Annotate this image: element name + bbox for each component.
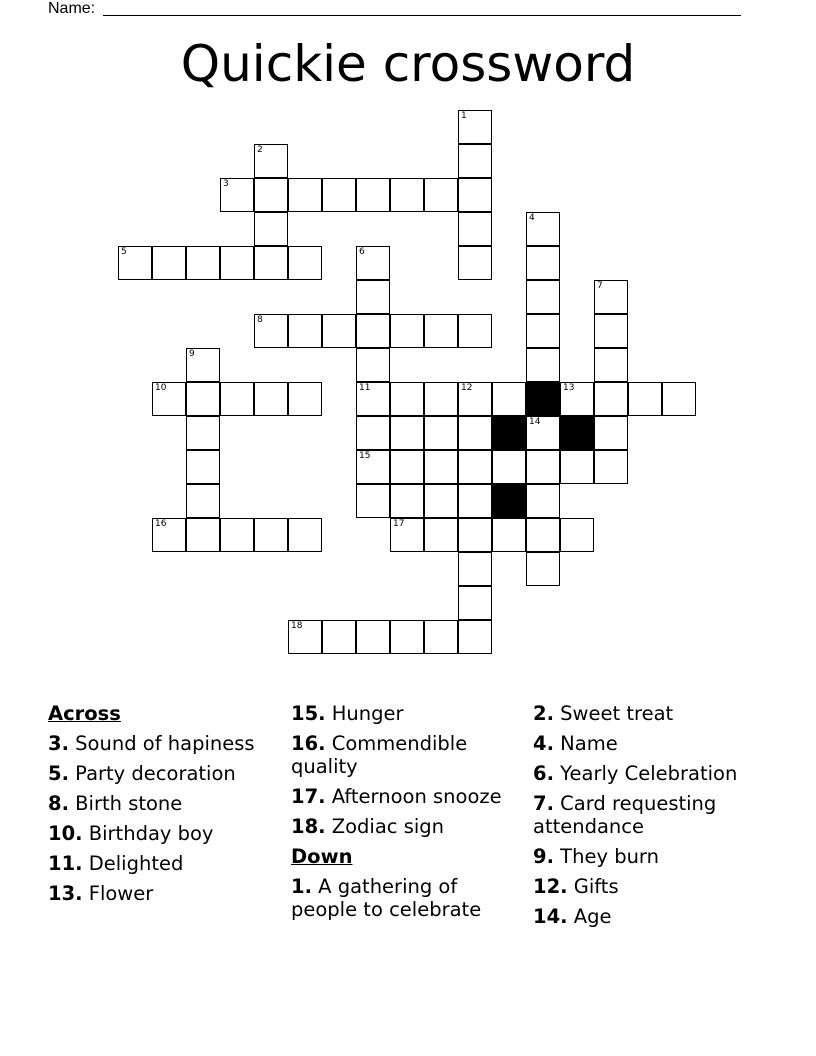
clue-number: 5. [48,762,69,785]
clue-number: 15 [359,451,371,461]
clue-text: They burn [553,845,659,868]
grid-cell[interactable] [118,246,152,280]
page-title: Quickie crossword [180,35,636,93]
grid-cell[interactable] [594,450,628,484]
clue-number: 14 [529,417,541,427]
grid-cell[interactable] [254,178,288,212]
clue-number: 2 [257,145,263,155]
grid-cell[interactable] [424,382,458,416]
clue-text: Gifts [567,875,619,898]
clue-number: 2. [533,702,554,725]
grid-cell[interactable] [594,416,628,450]
clue-text: Card requesting attendance [533,792,717,838]
clue-text: Hunger [325,702,404,725]
grid-cell[interactable] [458,178,492,212]
clue-number: 13. [48,882,83,905]
clue-text: Sound of hapiness [68,732,255,755]
grid-cell[interactable] [594,314,628,348]
clue-number: 5 [121,247,127,257]
grid-cell[interactable] [458,144,492,178]
clue-number: 11 [359,383,371,393]
clue-number: 10. [48,822,83,845]
grid-cell[interactable] [390,620,424,654]
grid-cell[interactable] [254,246,288,280]
grid-cell[interactable] [390,314,424,348]
grid-cell[interactable] [424,450,458,484]
clue-number: 12 [461,383,473,393]
grid-cell[interactable] [458,212,492,246]
grid-cell[interactable] [254,144,288,178]
clue-number: 17 [393,519,405,529]
grid-cell[interactable] [492,450,526,484]
grid-cell[interactable] [390,382,424,416]
grid-cell[interactable] [288,314,322,348]
grid-cell[interactable] [492,382,526,416]
clue-item [48,762,284,785]
grid-cell[interactable] [424,518,458,552]
grid-cell[interactable] [458,620,492,654]
grid-cell[interactable] [526,314,560,348]
grid-cell[interactable] [492,518,526,552]
grid-cell[interactable] [288,178,322,212]
clue-text: Birth stone [68,792,183,815]
clue-text: Party decoration [68,762,236,785]
grid-cell[interactable] [594,348,628,382]
grid-cell[interactable] [458,518,492,552]
grid-cell[interactable] [526,246,560,280]
clue-number: 14. [533,905,568,928]
grid-cell[interactable] [526,552,560,586]
clue-number: 12. [533,875,568,898]
clue-item [48,882,284,905]
clue-number: 3. [48,732,69,755]
grid-cell[interactable] [152,382,186,416]
clue-item [533,732,769,755]
grid-cell[interactable] [662,382,696,416]
grid-cell[interactable] [254,314,288,348]
clue-text: Commendible quality [291,732,468,778]
clue-item [533,905,769,928]
clue-item [48,852,284,875]
clue-number: 11. [48,852,83,875]
across-heading: Across [48,702,121,725]
clue-text: Birthday boy [82,822,214,845]
clue-number: 18 [291,621,303,631]
clue-item [533,792,769,838]
grid-cell[interactable] [220,382,254,416]
grid-cell[interactable] [458,450,492,484]
clues-column-1 [48,702,284,912]
clue-number: 6. [533,762,554,785]
clue-item [533,702,769,725]
clue-item [291,732,527,778]
black-cell [492,484,526,518]
clue-text: Sweet treat [553,702,674,725]
clue-item [533,845,769,868]
grid-cell[interactable] [458,416,492,450]
grid-cell[interactable] [186,382,220,416]
clue-item [291,815,527,838]
grid-cell[interactable] [594,280,628,314]
grid-cell[interactable] [458,552,492,586]
black-cell [526,382,560,416]
grid-cell[interactable] [288,382,322,416]
grid-cell[interactable] [458,110,492,144]
clue-number: 8 [257,315,263,325]
grid-cell[interactable] [594,382,628,416]
clue-number: 9. [533,845,554,868]
grid-cell[interactable] [356,314,390,348]
grid-cell[interactable] [254,382,288,416]
grid-cell[interactable] [356,416,390,450]
grid-cell[interactable] [424,620,458,654]
clue-number: 18. [291,815,326,838]
clue-number: 13 [563,383,575,393]
grid-cell[interactable] [220,178,254,212]
grid-cell[interactable] [560,450,594,484]
grid-cell[interactable] [152,246,186,280]
grid-cell[interactable] [186,484,220,518]
grid-cell[interactable] [356,178,390,212]
clue-number: 1 [461,111,467,121]
clues-column-2 [291,702,527,928]
clue-number: 7. [533,792,554,815]
grid-cell[interactable] [458,484,492,518]
grid-cell[interactable] [526,280,560,314]
grid-cell[interactable] [390,518,424,552]
grid-cell[interactable] [560,382,594,416]
clues-column-3 [533,702,769,935]
clue-text: Zodiac sign [325,815,445,838]
clue-text: Yearly Celebration [553,762,738,785]
grid-cell[interactable] [254,518,288,552]
grid-cell[interactable] [220,518,254,552]
grid-cell[interactable] [458,314,492,348]
clue-number: 8. [48,792,69,815]
clue-text: Flower [82,882,154,905]
grid-cell[interactable] [356,620,390,654]
clue-item [533,762,769,785]
black-cell [492,416,526,450]
clue-text: Age [567,905,612,928]
clue-text: A gathering of people to celebrate [291,875,482,921]
grid-cell[interactable] [390,450,424,484]
grid-cell[interactable] [526,348,560,382]
grid-cell[interactable] [186,246,220,280]
clue-item [291,702,527,725]
clue-number: 1. [291,875,312,898]
clue-number: 16. [291,732,326,755]
clue-item [48,822,284,845]
clue-number: 4. [533,732,554,755]
grid-cell[interactable] [628,382,662,416]
clue-number: 9 [189,349,195,359]
clue-item [291,875,527,921]
clue-text: Afternoon snooze [325,785,502,808]
grid-cell[interactable] [288,620,322,654]
clue-number: 4 [529,213,535,223]
grid-cell[interactable] [356,382,390,416]
down-heading: Down [291,845,353,868]
clue-item [48,792,284,815]
grid-cell[interactable] [526,416,560,450]
grid-cell[interactable] [526,484,560,518]
black-cell [560,416,594,450]
clue-text: Name [553,732,618,755]
grid-cell[interactable] [220,246,254,280]
grid-cell[interactable] [458,382,492,416]
grid-cell[interactable] [322,178,356,212]
clue-number: 6 [359,247,365,257]
grid-cell[interactable] [186,450,220,484]
grid-cell[interactable] [356,450,390,484]
grid-cell[interactable] [152,518,186,552]
clue-item [533,875,769,898]
clue-number: 3 [223,179,229,189]
clue-number: 16 [155,519,167,529]
grid-cell[interactable] [424,314,458,348]
clue-number: 15. [291,702,326,725]
grid-cell[interactable] [458,246,492,280]
grid-cell[interactable] [390,484,424,518]
name-label: Name: [48,0,96,17]
grid-cell[interactable] [526,450,560,484]
grid-cell[interactable] [424,178,458,212]
grid-cell[interactable] [424,484,458,518]
clue-number: 10 [155,383,167,393]
grid-cell[interactable] [560,518,594,552]
grid-cell[interactable] [186,518,220,552]
grid-cell[interactable] [526,212,560,246]
grid-cell[interactable] [322,314,356,348]
grid-cell[interactable] [288,518,322,552]
grid-cell[interactable] [288,246,322,280]
grid-cell[interactable] [356,348,390,382]
grid-cell[interactable] [526,518,560,552]
grid-cell[interactable] [356,246,390,280]
grid-cell[interactable] [186,348,220,382]
grid-cell[interactable] [254,212,288,246]
clue-number: 17. [291,785,326,808]
grid-cell[interactable] [356,484,390,518]
clue-item [291,785,527,808]
grid-cell[interactable] [424,416,458,450]
clue-number: 7 [597,281,603,291]
grid-cell[interactable] [390,416,424,450]
grid-cell[interactable] [356,280,390,314]
grid-cell[interactable] [322,620,356,654]
grid-cell[interactable] [390,178,424,212]
grid-cell[interactable] [458,586,492,620]
grid-cell[interactable] [186,416,220,450]
clue-text: Delighted [82,852,184,875]
clue-item [48,732,284,755]
